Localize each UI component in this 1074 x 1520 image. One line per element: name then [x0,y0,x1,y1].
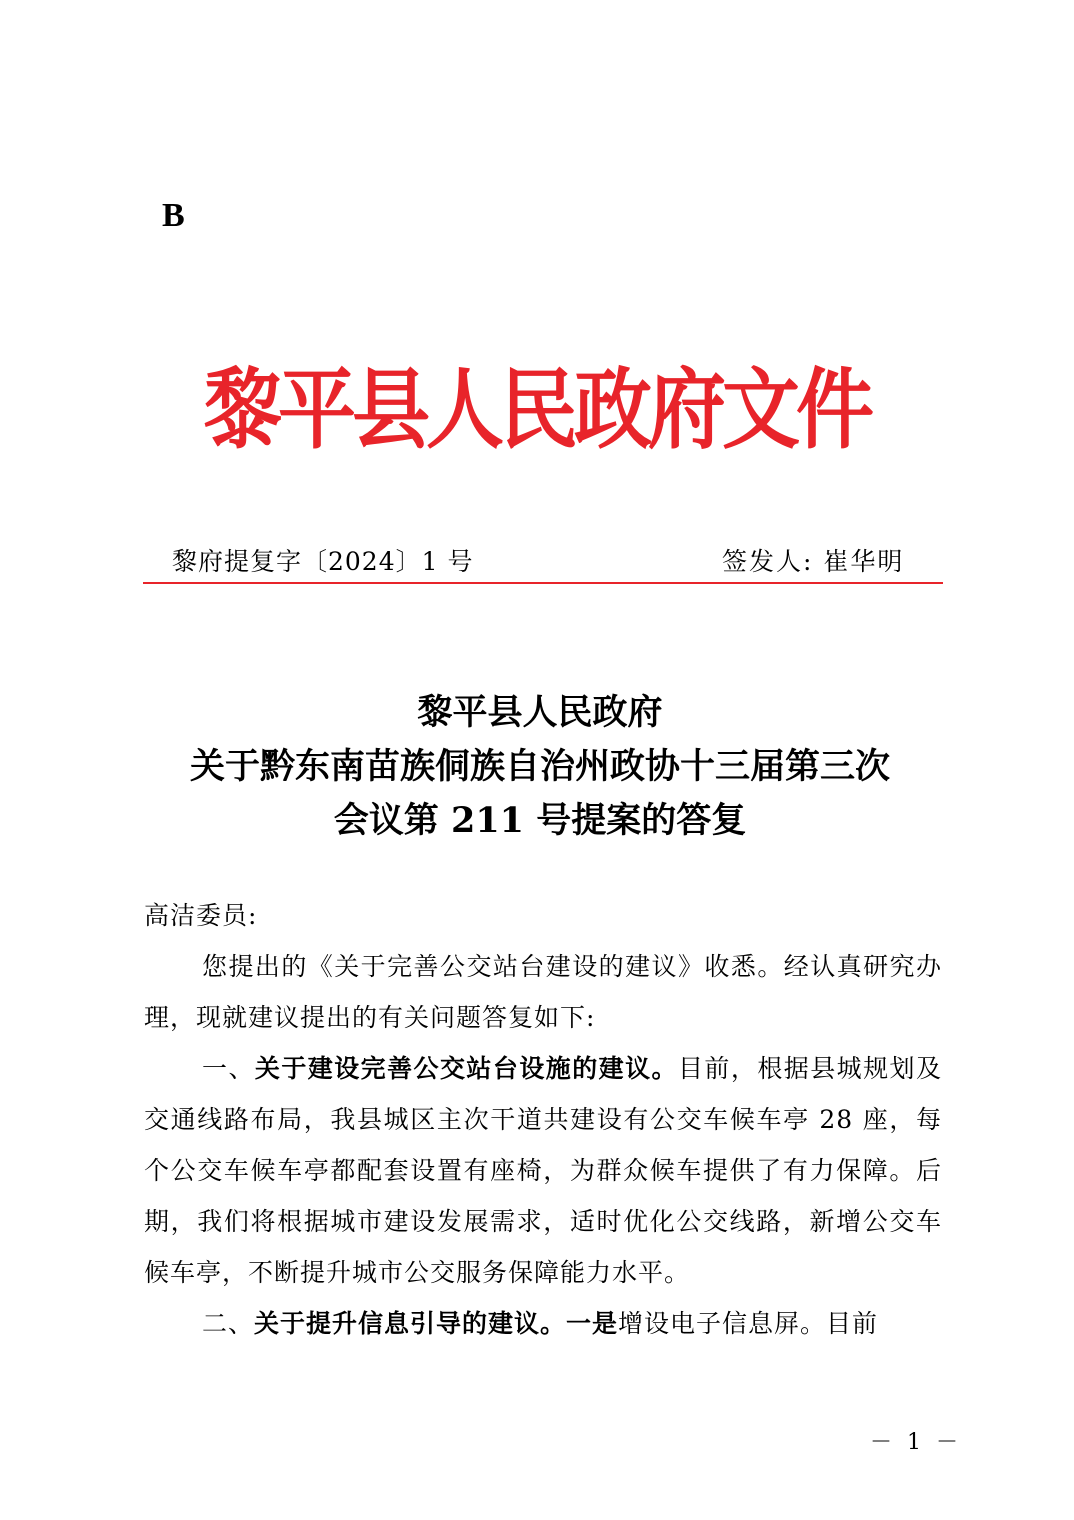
document-signer: 签发人: 崔华明 [722,547,905,576]
section-2-subheading: 一是 [566,1309,619,1338]
red-divider-rule [143,582,943,584]
title-line-2: 关于黔东南苗族侗族自治州政协十三届第三次 [189,746,890,787]
section-2-heading: 关于提升信息引导的建议。 [254,1309,567,1338]
section-1-paragraph [144,1043,942,1298]
page-number: － 1 － [870,1430,962,1455]
section-1-lead: 一、 [202,1054,255,1083]
section-2-lead: 二、 [202,1309,255,1338]
section-2-text: 增设电子信息屏。目前 [618,1309,879,1338]
title-line-3: 会议第 211 号提案的答复 [333,800,747,841]
document-body [144,890,942,1349]
masthead-title: 黎平县人民政府文件 [203,359,870,462]
document-title [140,686,940,848]
intro-paragraph: 您提出的《关于完善公交站台建设的建议》收悉。经认真研究办理，现就建议提出的有关问题答复如下: [144,952,942,1032]
section-1-text: 目前，根据县城规划及交通线路布局，我县城区主次干道共建设有公交车候车亭 28 座，每个公交车候车亭都配套设置有座椅，为群众候车提供了有力保障。后期，我们将根据城市建设发展需求，适时优化公交线路，新增公交车候车亭，不断提升城市公交服务保障能力水平。 [144,1054,942,1287]
title-line-1: 黎平县人民政府 [417,692,663,733]
section-2-paragraph [144,1298,942,1349]
section-1-heading: 关于建设完善公交站台设施的建议。 [254,1054,678,1083]
document-number: 黎府提复字〔2024〕1 号 [172,547,474,576]
salutation: 高洁委员: [144,901,258,930]
document-grade-mark: B [162,197,185,234]
